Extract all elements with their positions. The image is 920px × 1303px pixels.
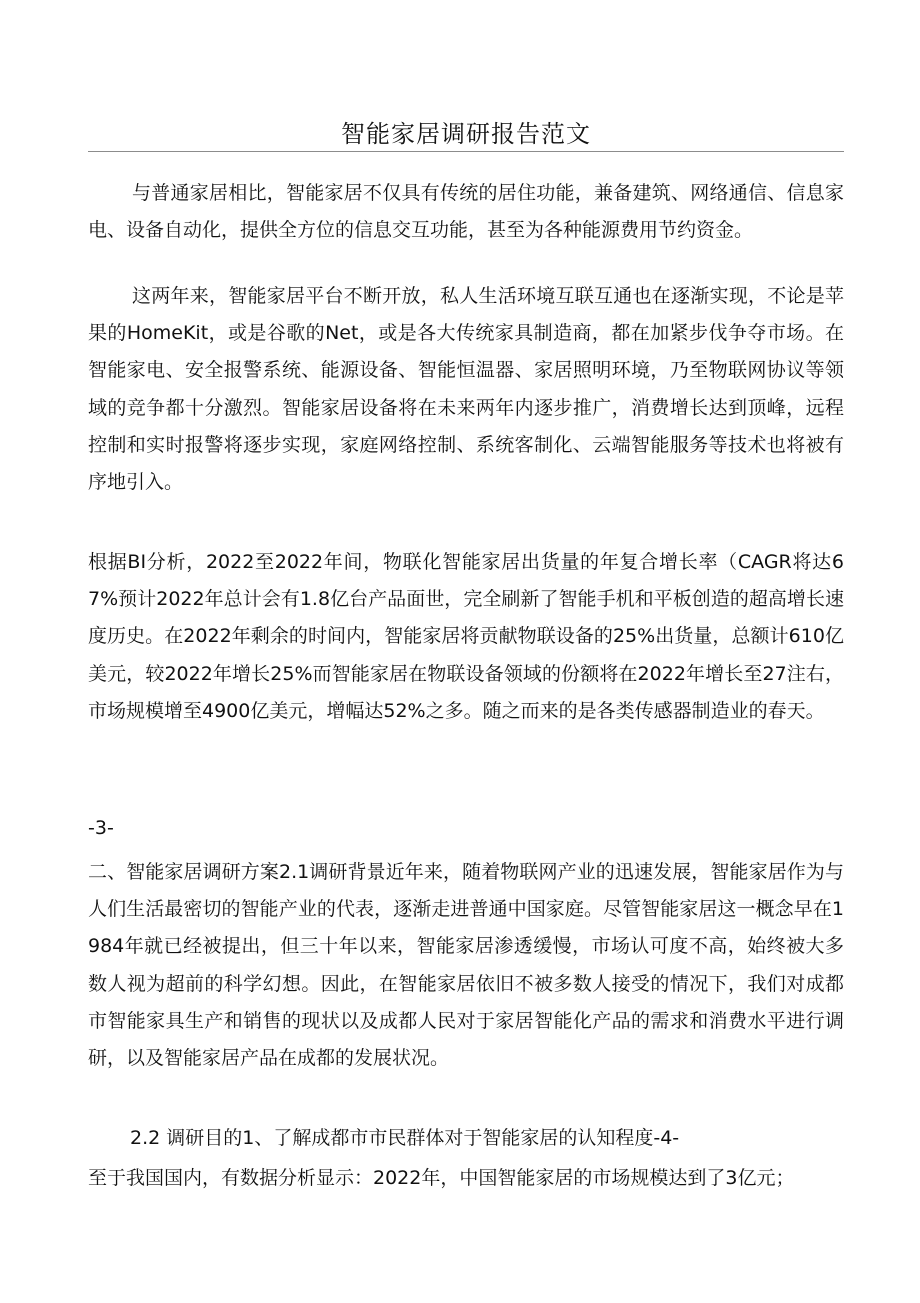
document-title: 智能家居调研报告范文 [341,120,591,148]
paragraph-platform: 这两年来，智能家居平台不断开放，私人生活环境互联互通也在逐渐实现，不论是苹果的HomeKit，或是谷歌的Net，或是各大传统家具制造商，都在加紧步伐争夺市场。在智能家电、安全报警系统、能源设备、智能恒温器、家居照明环境，乃至物联网协议等领域的竞争都十分激烈。智能家居设备将在未来两年内逐步推广，消费增长达到顶峰，远程控制和实时报警将逐步实现，家庭网络控制、系统客制化、云端智能服务等技术也将被有序地引入。 [88,285,844,494]
paragraph-domestic-market: 至于我国国内，有数据分析显示：2022年，中国智能家居的市场规模达到了3亿元； [88,1167,795,1189]
paragraph-bi-analysis: 根据BI分析，2022至2022年间，物联化智能家居出货量的年复合增长率（CAGR将达67%预计2022年总计会有1.8亿台产品面世，完全刷新了智能手机和平板创造的超高增长速度历史。在2022年剩余的时间内，智能家居将贡献物联设备的25%出货量，总额计610亿美元，较2022年增长25%而智能家居在物联设备领域的份额将在2022年增长至27注右，市场规模增至4900亿美元，增幅达52%之多。随之而来的是各类传感器制造业的春天。 [88,551,844,722]
paragraph-survey-plan: 二、智能家居调研方案2.1调研背景近年来，随着物联网产业的迅速发展，智能家居作为与人们生活最密切的智能产业的代表，逐渐走进普通中国家庭。尽管智能家居这一概念早在1984年就已经被提出，但三十年以来，智能家居渗透缓慢，市场认可度不高，始终被大多数人视为超前的科学幻想。因此，在智能家居依旧不被多数人接受的情况下，我们对成都市智能家具生产和销售的现状以及成都人民对于家居智能化产品的需求和消费水平进行调研，以及智能家居产品在成都的发展状况。 [88,861,844,1070]
title-underline [88,151,844,152]
page-number-3: -3- [88,817,114,839]
paragraph-survey-purpose: 2.2 调研目的1、了解成都市市民群体对于智能家居的认知程度-4- [130,1127,680,1149]
paragraph-intro: 与普通家居相比，智能家居不仅具有传统的居住功能，兼备建筑、网络通信、信息家电、设备自动化，提供全方位的信息交互功能，甚至为各种能源费用节约资金。 [88,182,844,242]
